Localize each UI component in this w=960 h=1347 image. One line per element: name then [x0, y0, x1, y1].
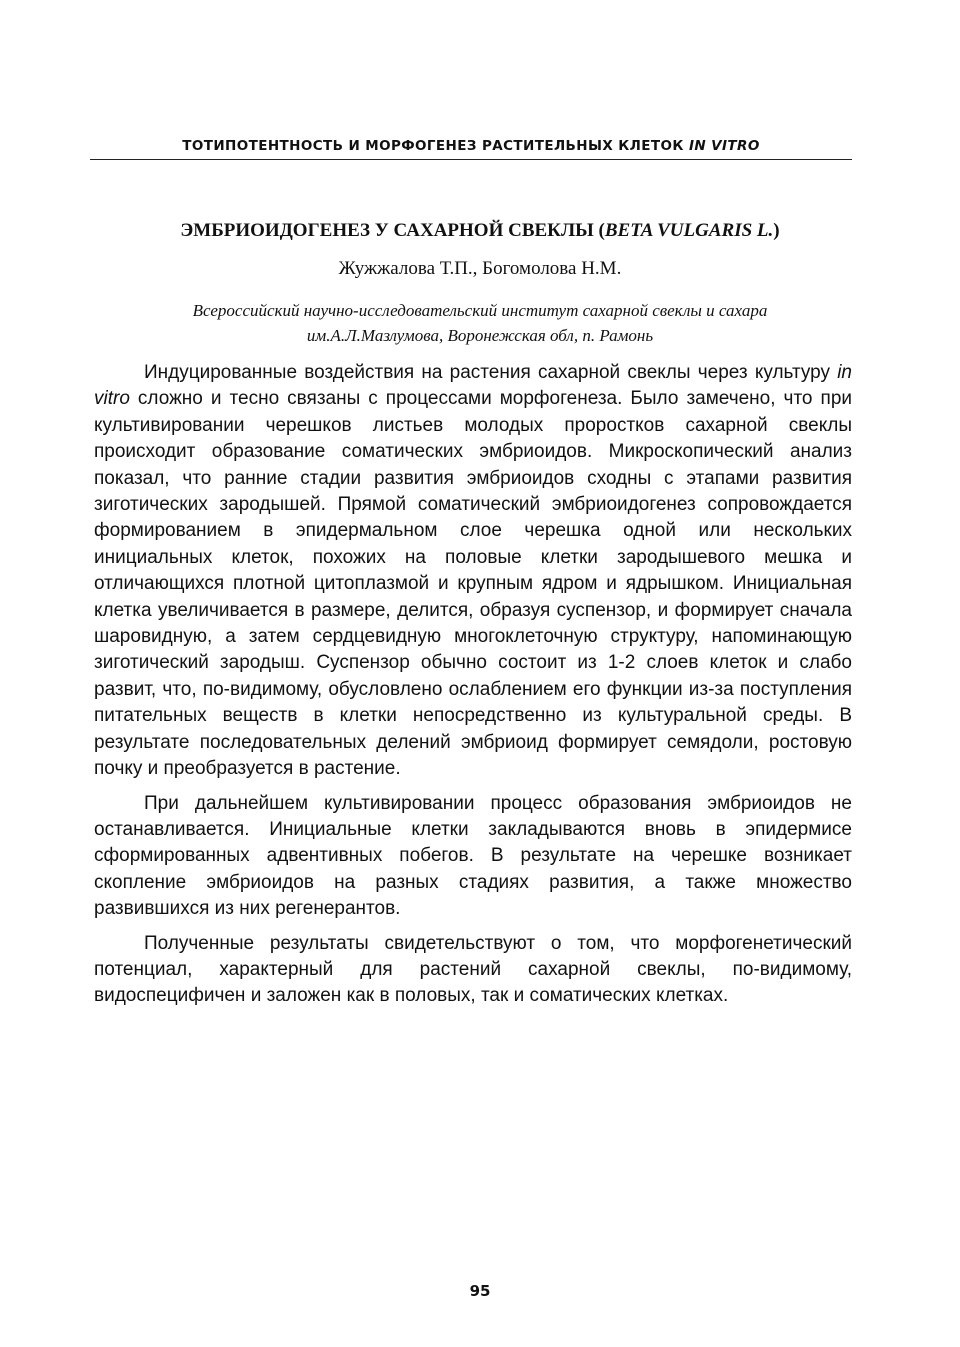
header-rule	[90, 159, 852, 160]
article-body	[94, 360, 852, 1018]
title-latin: BETA VULGARIS L.	[604, 220, 774, 241]
running-head-text: ТОТИПОТЕНТНОСТЬ И МОРФОГЕНЕЗ РАСТИТЕЛЬНЫХ КЛЕТОК	[182, 138, 689, 154]
affiliation-line-1: Всероссийский научно-исследовательский институт сахарной свеклы и сахара	[192, 301, 768, 320]
running-head-italic: IN VITRO	[688, 138, 760, 154]
paragraph-1-italic: in vitro	[94, 362, 852, 410]
paragraph-1	[94, 360, 852, 783]
running-head	[90, 138, 852, 154]
authors: Жужжалова Т.П., Богомолова Н.М.	[338, 258, 622, 279]
affiliation	[100, 298, 860, 348]
title-main: ЭМБРИОИДОГЕНЕЗ У САХАРНОЙ СВЕКЛЫ (	[180, 220, 605, 241]
article-title	[90, 220, 870, 242]
title-close: )	[773, 220, 780, 241]
page-number: 95	[469, 1282, 491, 1300]
affiliation-line-2: им.А.Л.Мазлумова, Воронежская обл, п. Рамонь	[306, 326, 654, 345]
paragraph-1-part-1: Индуцированные воздействия на растения сахарной свеклы через культуру	[144, 362, 838, 383]
paragraph-1-part-2: сложно и тесно связаны с процессами морфогенеза. Было замечено, что при культивировании черешков листьев молодых проростков сахарной свеклы происходит образование соматических эмбриоидов. Микроскопический анализ показал, что ранние стадии развития эмбриоидов сходны с этапами развития зиготических зародышей. Прямой соматический эмбриоидогенез сопровождается формированием в эпидермальном слое черешка одной или нескольких инициальных клеток, похожих на половые клетки зародышевого мешка и отличающихся плотной цитоплазмой и крупным ядром и ядрышком. Инициальная клетка увеличивается в размере, делится, образуя суспензор, и формирует сначала шаровидную, а затем сердцевидную многоклеточную структуру, напоминающую зиготический зародыш. Суспензор обычно состоит из 1-2 слоев клеток и слабо развит, что, по-видимому, обусловлено ослаблением его функции из-за поступления питательных веществ в клетки непосредственно из культуральной среды. В результате последовательных делений эмбриоид формирует семядоли, ростовую почку и преобразуется в растение.	[94, 388, 852, 780]
paragraph-3: Полученные результаты свидетельствуют о том, что морфогенетический потенциал, характерный для растений сахарной свеклы, по-видимому, видоспецифичен и заложен как в половых, так и соматических клетках.	[94, 932, 852, 1007]
paragraph-2: При дальнейшем культивировании процесс образования эмбриоидов не останавливается. Инициальные клетки закладываются вновь в эпидермисе сформированных адвентивных побегов. В результате на черешке возникает скопление эмбриоидов на разных стадиях развития, а также множество развившихся из них регенерантов.	[94, 792, 852, 920]
